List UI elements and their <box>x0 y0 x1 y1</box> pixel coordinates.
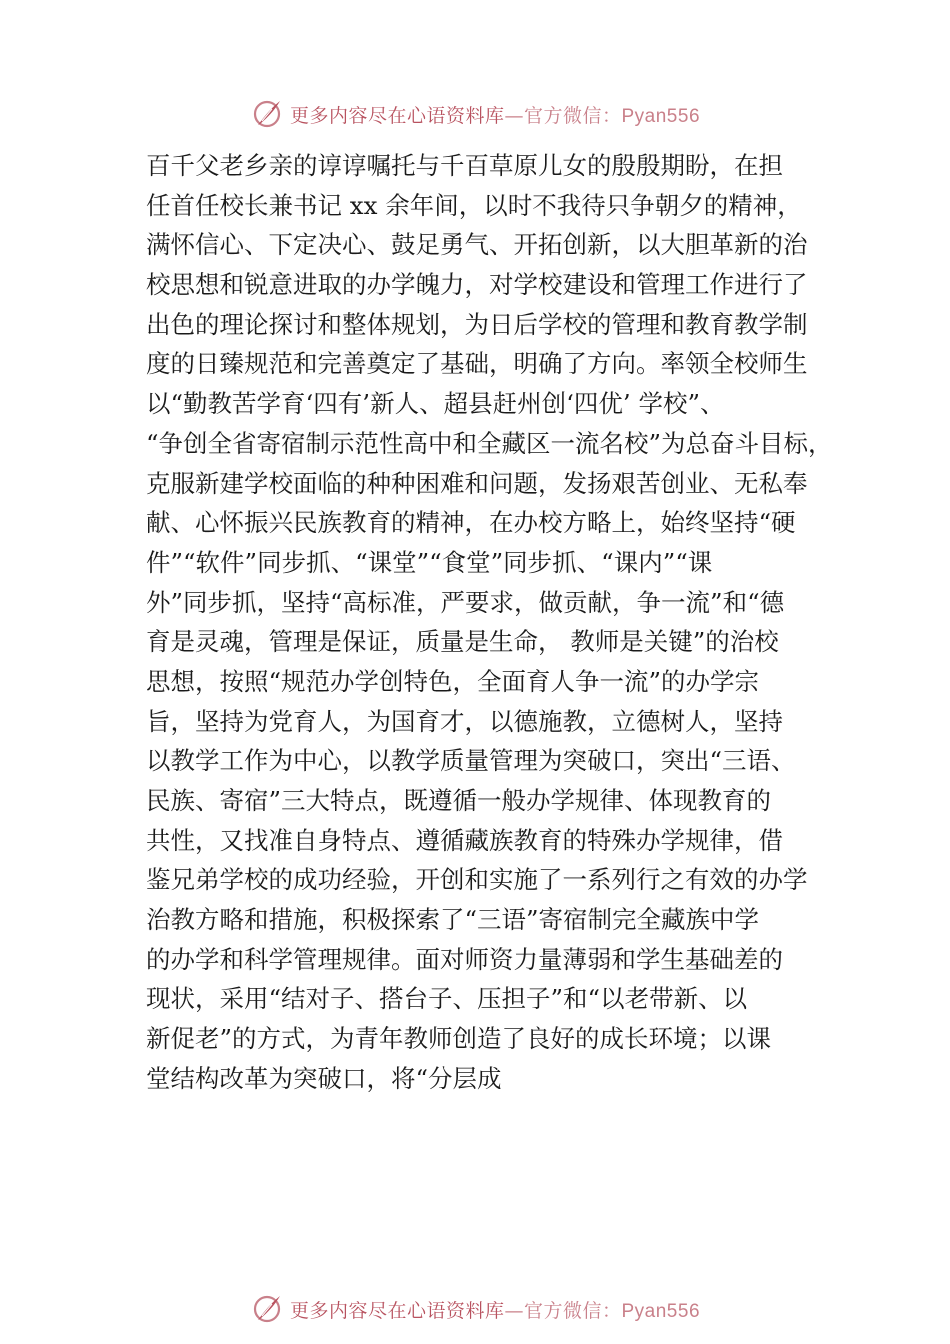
watermark-suffix: 官方微信： <box>523 1299 622 1322</box>
body-line: 校思想和锐意进取的办学魄力，对学校建设和管理工作进行了 <box>146 270 808 300</box>
body-line: 百千父老乡亲的谆谆嘱托与千百草原儿女的殷殷期盼，在担 <box>146 151 783 180</box>
header-watermark <box>0 94 950 134</box>
watermark-dash: — <box>504 104 524 127</box>
body-line: 满怀信心、下定决心、鼓足勇气、开拓创新，以大胆革新的治 <box>146 230 808 260</box>
body-line: “争创全省寄宿制示范性高中和全藏区一流名校”为总奋斗目标， <box>146 428 833 458</box>
watermark-suffix: 官方微信： <box>523 104 622 127</box>
body-line: 以“勤教苦学育‘四有’新人、超县赶州创‘四优’ 学校”、 <box>146 389 725 419</box>
body-line: 度的日臻规范和完善奠定了基础，明确了方向。率领全校师生 <box>146 349 808 379</box>
body-line: 出色的理论探讨和整体规划，为日后学校的管理和教育教学制 <box>146 309 808 339</box>
body-line: 育是灵魂，管理是保证，质量是生命， 教师是关键”的治校 <box>146 627 779 657</box>
watermark-text <box>290 101 700 128</box>
watermark-handle: Pyan556 <box>621 105 701 127</box>
body-line: 现状，采用“结对子、搭台子、压担子”和“以老带新、以 <box>146 984 748 1014</box>
body-line: 思想，按照“规范办学创特色，全面育人争一流”的办学宗 <box>146 666 760 696</box>
body-line: 旨，坚持为党育人，为国育才，以德施教，立德树人，坚持 <box>146 706 783 736</box>
body-line: 献、心怀振兴民族教育的精神，在办校方略上，始终坚持“硬 <box>146 508 796 538</box>
body-line: 克服新建学校面临的种种困难和问题，发扬艰苦创业、无私奉 <box>146 468 808 498</box>
body-line: 民族、寄宿”三大特点，既遵循一般办学规律、体现教育的 <box>146 786 772 815</box>
quill-logo-icon <box>250 1292 284 1326</box>
body-line: 的办学和科学管理规律。面对师资力量薄弱和学生基础差的 <box>146 944 783 974</box>
footer-watermark <box>0 1289 950 1329</box>
quill-logo-icon <box>250 97 284 131</box>
body-line: 任首任校长兼书记 xx 余年间，以时不我待只争朝夕的精神， <box>146 190 802 220</box>
body-line: 件”“软件”同步抓、“课堂”“食堂”同步抓、“课内”“课 <box>146 547 713 577</box>
body-line: 新促老”的方式，为青年教师创造了良好的成长环境；以课 <box>146 1024 772 1054</box>
body-line: 外”同步抓，坚持“高标准，严要求，做贡献，争一流”和“德 <box>146 587 785 617</box>
body-line: 堂结构改革为突破口，将“分层成 <box>146 1063 502 1093</box>
body-line: 共性，又找准自身特点、遵循藏族教育的特殊办学规律，借 <box>146 825 783 855</box>
body-line: 以教学工作为中心，以教学质量管理为突破口，突出“三语、 <box>146 746 796 776</box>
document-body <box>146 146 836 1099</box>
watermark-text <box>290 1296 700 1323</box>
body-line: 治教方略和措施，积极探索了“三语”寄宿制完全藏族中学 <box>146 905 760 935</box>
watermark-brand: 更多内容尽在心语资料库 <box>289 1299 505 1322</box>
body-line: 鉴兄弟学校的成功经验，开创和实施了一系列行之有效的办学 <box>146 865 808 895</box>
watermark-brand: 更多内容尽在心语资料库 <box>289 104 505 127</box>
watermark-dash: — <box>504 1299 524 1322</box>
watermark-handle: Pyan556 <box>621 1300 701 1322</box>
